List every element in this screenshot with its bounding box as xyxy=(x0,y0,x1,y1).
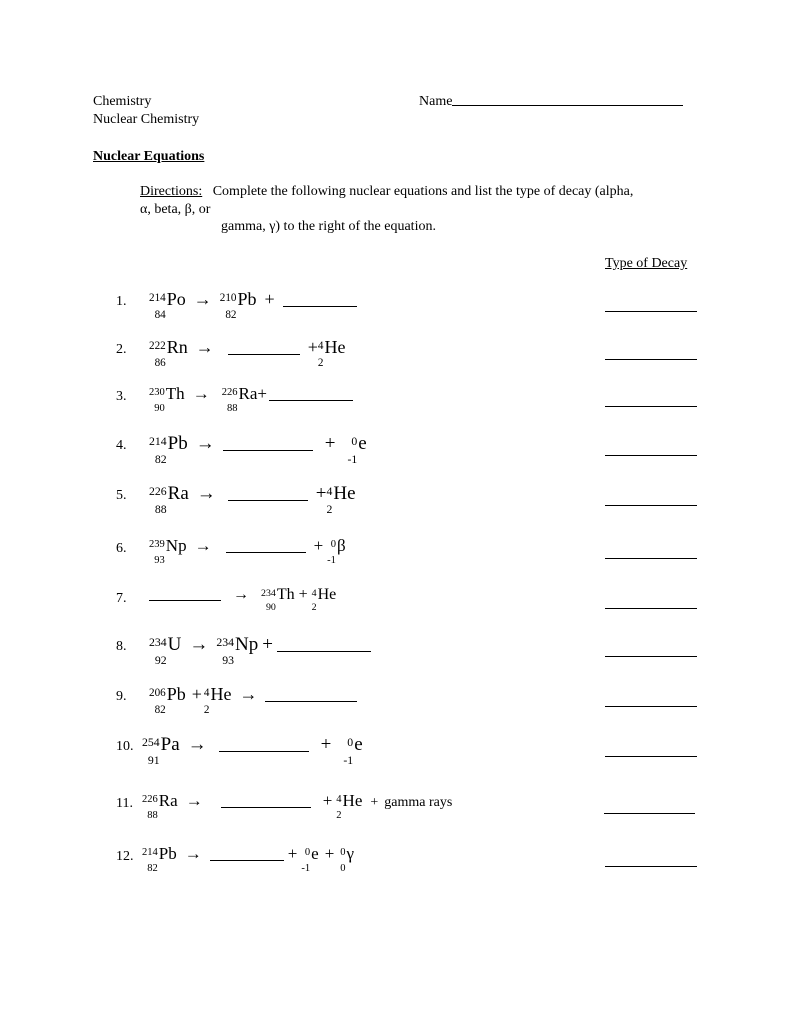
product-nuclide xyxy=(220,290,257,319)
equation-row-10 xyxy=(142,735,363,765)
mass-number: 214 xyxy=(142,847,158,859)
directions-text-1: Complete the following nuclear equations and list the type of decay (alpha, xyxy=(212,184,634,199)
answer-blank[interactable] xyxy=(277,651,371,652)
atomic-number: 2 xyxy=(336,810,342,822)
atomic-number: -1 xyxy=(301,863,311,875)
arrow-icon: → xyxy=(233,586,249,603)
reactant-nuclide xyxy=(149,290,186,319)
answer-blank[interactable] xyxy=(269,400,353,401)
reactant-nuclide-numbers xyxy=(149,539,165,567)
product-nuclide xyxy=(216,635,258,665)
reactant-nuclide-numbers xyxy=(261,587,276,614)
plus-sign: + xyxy=(322,791,333,810)
element-symbol: β xyxy=(336,536,346,555)
answer-blank[interactable] xyxy=(226,552,306,553)
element-symbol: Np xyxy=(235,634,259,655)
mass-number: 4 xyxy=(326,484,333,498)
reactant-nuclide-numbers xyxy=(149,687,166,716)
plus-sign: + xyxy=(370,795,379,810)
reactant-nuclide xyxy=(261,587,295,612)
element-symbol: Pa xyxy=(160,734,180,755)
element-symbol: Pb xyxy=(158,844,177,863)
arrow-icon: → xyxy=(195,433,215,454)
product-nuclide xyxy=(347,434,366,464)
decay-type-blank[interactable] xyxy=(605,608,697,609)
answer-blank[interactable] xyxy=(149,600,221,601)
atomic-number: 84 xyxy=(154,308,166,321)
atomic-number: 88 xyxy=(226,403,238,415)
product-nuclide-numbers xyxy=(216,635,235,667)
element-symbol: He xyxy=(324,337,346,357)
mass-number: 4 xyxy=(336,794,342,806)
plus-sign: + xyxy=(324,433,336,454)
element-symbol: e xyxy=(354,734,363,755)
atomic-number: 93 xyxy=(154,555,165,567)
atomic-number: 82 xyxy=(225,308,237,321)
equation-row-7 xyxy=(149,587,336,612)
mass-number: 230 xyxy=(149,387,165,399)
atomic-number: 86 xyxy=(154,356,166,369)
product-nuclide xyxy=(336,792,362,820)
mass-number: 234 xyxy=(216,635,235,649)
atomic-number: -1 xyxy=(343,753,354,767)
directions-line1 xyxy=(140,184,633,200)
name-field-wrapper xyxy=(419,94,683,110)
element-symbol: Pb xyxy=(237,289,257,309)
name-label: Name xyxy=(419,94,453,109)
atomic-number: 2 xyxy=(317,356,324,369)
answer-blank[interactable] xyxy=(265,701,357,702)
problem-number: 9. xyxy=(116,689,127,704)
decay-type-blank[interactable] xyxy=(605,866,697,867)
reactant-nuclide-numbers xyxy=(149,484,167,516)
mass-number: 0 xyxy=(304,847,311,859)
mass-number: 226 xyxy=(142,794,158,806)
reactant-nuclide-numbers xyxy=(149,292,166,321)
answer-blank[interactable] xyxy=(223,450,313,451)
equation-row-11 xyxy=(142,792,452,820)
element-symbol: Pb xyxy=(166,684,186,704)
atomic-number: 90 xyxy=(265,602,276,614)
product-nuclide-numbers xyxy=(317,340,324,369)
reactant-nuclide xyxy=(149,635,181,665)
reactant-nuclide xyxy=(142,792,178,820)
element-symbol: e xyxy=(358,433,367,454)
atomic-number: 82 xyxy=(147,863,158,875)
reactant-nuclide xyxy=(142,735,180,765)
product-nuclide xyxy=(312,587,337,612)
answer-blank[interactable] xyxy=(228,500,308,501)
element-symbol: Th xyxy=(276,586,295,603)
atomic-number: 92 xyxy=(154,653,167,667)
plus-sign: + xyxy=(320,734,332,755)
arrow-icon: → xyxy=(185,791,203,810)
atomic-number: 82 xyxy=(154,703,166,716)
atomic-number: 2 xyxy=(203,703,210,716)
element-symbol: Ra xyxy=(238,384,258,403)
element-symbol: Rn xyxy=(166,337,188,357)
decay-type-blank[interactable] xyxy=(605,656,697,657)
mass-number: 226 xyxy=(149,484,167,498)
mass-number: 206 xyxy=(149,687,166,700)
product-nuclide-numbers xyxy=(311,587,317,614)
problem-number: 1. xyxy=(116,294,127,309)
reactant-nuclide xyxy=(149,537,187,565)
atomic-number: -1 xyxy=(327,555,336,567)
mass-number: 214 xyxy=(149,292,166,305)
plus-sign: + xyxy=(315,483,327,504)
reactant-nuclide-numbers xyxy=(149,387,165,415)
product-nuclide xyxy=(326,484,355,514)
atomic-number: 90 xyxy=(154,403,165,415)
mass-number: 210 xyxy=(219,292,237,305)
plus-sign: + xyxy=(262,634,273,655)
mass-number: 234 xyxy=(261,587,276,599)
reactant-nuclide-numbers xyxy=(142,735,160,767)
mass-number: 214 xyxy=(149,434,167,448)
product-nuclide xyxy=(343,735,362,765)
name-input-line[interactable] xyxy=(452,105,683,106)
mass-number: 226 xyxy=(221,387,238,399)
product-nuclide-numbers xyxy=(347,434,358,466)
mass-number: 4 xyxy=(317,340,324,353)
problem-number: 4. xyxy=(116,438,127,453)
product-nuclide xyxy=(340,845,354,873)
arrow-icon: → xyxy=(194,536,212,555)
equation-row-9 xyxy=(149,685,357,714)
decay-type-blank[interactable] xyxy=(605,706,697,707)
product-nuclide xyxy=(204,685,232,714)
mass-number: 0 xyxy=(340,847,346,859)
product-nuclide-numbers xyxy=(219,292,237,321)
product-nuclide xyxy=(327,537,345,565)
product-nuclide-numbers xyxy=(203,687,210,716)
element-symbol: He xyxy=(317,586,337,603)
answer-blank[interactable] xyxy=(221,807,311,808)
problem-number: 3. xyxy=(116,389,127,404)
decay-type-blank[interactable] xyxy=(605,311,697,312)
arrow-icon: → xyxy=(193,289,212,309)
answer-blank[interactable] xyxy=(210,860,284,861)
arrow-icon: → xyxy=(239,684,258,704)
product-nuclide-numbers xyxy=(340,847,346,875)
answer-blank[interactable] xyxy=(228,354,300,355)
element-symbol: He xyxy=(342,791,363,810)
product-nuclide xyxy=(222,385,258,413)
reactant-nuclide xyxy=(149,434,188,464)
gamma-rays-note: gamma rays xyxy=(384,795,453,810)
problem-number: 8. xyxy=(116,639,127,654)
problem-number: 6. xyxy=(116,541,127,556)
product-nuclide xyxy=(301,845,318,873)
decay-type-blank[interactable] xyxy=(605,756,697,757)
reactant-nuclide xyxy=(149,338,188,367)
arrow-icon: → xyxy=(195,337,214,357)
mass-number: 4 xyxy=(203,687,210,700)
element-symbol: He xyxy=(210,684,232,704)
element-symbol: Th xyxy=(165,384,185,403)
mass-number: 0 xyxy=(351,434,358,448)
reactant-nuclide xyxy=(142,845,177,873)
equation-row-3 xyxy=(149,385,353,413)
section-title: Nuclear Equations xyxy=(93,149,205,164)
reactant-nuclide-numbers xyxy=(149,434,167,466)
mass-number: 239 xyxy=(149,539,165,551)
mass-number: 0 xyxy=(330,539,336,551)
plus-sign: + xyxy=(257,384,267,403)
mass-number: 234 xyxy=(149,635,167,649)
equation-row-1 xyxy=(149,290,357,319)
reactant-nuclide-numbers xyxy=(142,794,158,822)
reactant-nuclide xyxy=(149,685,186,714)
arrow-icon: → xyxy=(196,483,216,504)
atomic-number: 82 xyxy=(154,452,167,466)
decay-type-blank[interactable] xyxy=(605,359,697,360)
course-title: Chemistry xyxy=(93,94,152,109)
equation-row-6 xyxy=(149,537,346,565)
plus-sign: + xyxy=(264,289,275,309)
plus-sign: + xyxy=(191,684,202,704)
directions-line2: α, beta, β, or xyxy=(140,202,211,217)
reactant-nuclide-numbers xyxy=(142,847,158,875)
problem-number: 12. xyxy=(116,849,134,864)
atomic-number: 0 xyxy=(340,863,346,875)
atomic-number: -1 xyxy=(347,452,358,466)
answer-blank[interactable] xyxy=(219,751,309,752)
equation-row-4 xyxy=(149,434,367,464)
atomic-number: 88 xyxy=(154,502,167,516)
directions-label: Directions: xyxy=(140,184,203,199)
element-symbol: e xyxy=(311,844,319,863)
product-nuclide-numbers xyxy=(336,794,342,822)
decay-type-blank[interactable] xyxy=(605,558,697,559)
product-nuclide-numbers xyxy=(343,735,354,767)
arrow-icon: → xyxy=(192,384,210,403)
decay-type-blank[interactable] xyxy=(604,813,695,814)
equation-row-12 xyxy=(142,845,354,873)
reactant-nuclide-numbers xyxy=(149,340,166,369)
element-symbol: γ xyxy=(346,844,355,863)
plus-sign: + xyxy=(313,536,324,555)
plus-sign: + xyxy=(324,844,335,863)
atomic-number: 93 xyxy=(222,653,235,667)
element-symbol: Np xyxy=(165,536,187,555)
problem-number: 2. xyxy=(116,342,127,357)
element-symbol: He xyxy=(333,483,356,504)
product-nuclide-numbers xyxy=(327,539,336,567)
product-nuclide xyxy=(318,338,346,367)
element-symbol: Ra xyxy=(167,483,189,504)
atomic-number: 91 xyxy=(147,753,160,767)
plus-sign: + xyxy=(287,844,298,863)
type-of-decay-header: Type of Decay xyxy=(605,256,688,271)
mass-number: 222 xyxy=(149,340,166,353)
arrow-icon: → xyxy=(189,634,209,655)
problem-number: 7. xyxy=(116,591,127,606)
element-symbol: Pb xyxy=(167,433,188,454)
decay-type-blank[interactable] xyxy=(605,406,697,407)
mass-number: 4 xyxy=(311,587,317,599)
product-nuclide-numbers xyxy=(301,847,311,875)
answer-blank[interactable] xyxy=(283,306,357,307)
product-nuclide-numbers xyxy=(326,484,333,516)
mass-number: 254 xyxy=(142,735,160,749)
mass-number: 0 xyxy=(347,735,354,749)
problem-number: 10. xyxy=(116,739,134,754)
atomic-number: 88 xyxy=(147,810,158,822)
element-symbol: Po xyxy=(166,289,186,309)
atomic-number: 2 xyxy=(311,602,317,614)
problem-number: 5. xyxy=(116,488,127,503)
element-symbol: Ra xyxy=(158,791,178,810)
unit-title: Nuclear Chemistry xyxy=(93,112,200,127)
equation-row-2 xyxy=(149,338,345,367)
plus-sign: + xyxy=(298,586,308,603)
arrow-icon: → xyxy=(184,844,202,863)
arrow-icon: → xyxy=(187,734,207,755)
equation-row-5 xyxy=(149,484,356,514)
element-symbol: U xyxy=(167,634,182,655)
problem-number: 11. xyxy=(116,796,133,811)
equation-row-8 xyxy=(149,635,371,665)
reactant-nuclide xyxy=(149,484,189,514)
decay-type-blank[interactable] xyxy=(605,505,697,506)
plus-sign: + xyxy=(307,337,318,357)
reactant-nuclide xyxy=(149,385,185,413)
directions-line3: gamma, γ) to the right of the equation. xyxy=(221,219,436,234)
product-nuclide-numbers xyxy=(221,387,238,415)
decay-type-blank[interactable] xyxy=(605,455,697,456)
reactant-nuclide-numbers xyxy=(149,635,167,667)
atomic-number: 2 xyxy=(326,502,333,516)
